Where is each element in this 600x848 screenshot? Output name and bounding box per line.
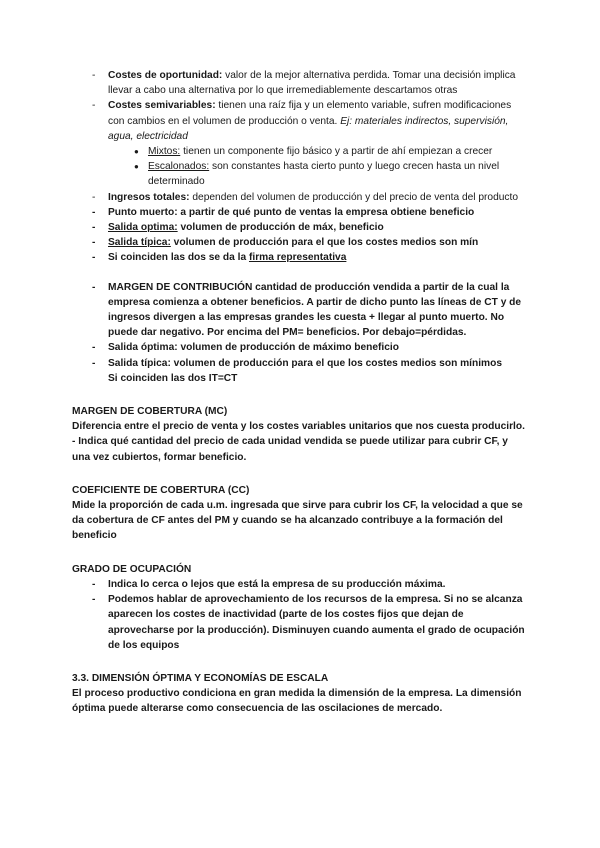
definition: dependen del volumen de producción y del precio de venta del producto: [189, 191, 519, 203]
paragraph: El proceso productivo condiciona en gran medida la dimensión de la empresa. La dimensión óptima puede alterarse como consecuencia de las oscilaciones de mercado.: [72, 688, 522, 715]
definition: Podemos hablar de aprovechamiento de los recursos de la empresa. Si no se alcanza aparecen los costes de inactividad (parte de los costes fijos que dejan de aprovecharse por la producción). Disminuyen cuando aumenta el grado de ocupación de los equipos: [108, 594, 525, 651]
section-title: COEFICIENTE DE COBERTURA (CC): [72, 484, 250, 496]
definition: valor de la mejor alternativa perdida. Tomar una decisión implica llevar a cabo una alternativa por lo que irremediablemente descartamos otras: [108, 70, 516, 97]
document-page: [0, 68, 600, 717]
list-item: [108, 235, 600, 250]
semivariable-sublist: [108, 144, 528, 190]
definition: Punto muerto: a partir de qué punto de ventas la empresa obtiene beneficio: [108, 206, 475, 218]
list-item: [108, 250, 600, 265]
term: Costes semivariables:: [108, 100, 216, 112]
definition: volumen de producción de máx, beneficio: [177, 222, 384, 234]
list-item: [108, 340, 600, 355]
sublist-item: [148, 144, 528, 159]
list-item: [108, 220, 600, 235]
list-item: [108, 205, 600, 220]
list-continuation: Si coinciden las dos IT=CT: [108, 372, 238, 384]
term: Escalonados:: [148, 161, 210, 173]
definition: Salida óptima: volumen de producción de máximo beneficio: [108, 342, 399, 354]
list-item: [108, 280, 600, 341]
contribution-margin-list: [0, 280, 600, 386]
cost-types-list: [0, 68, 600, 266]
list-item: [108, 190, 600, 205]
sublist-item: [148, 159, 528, 189]
list-item: [108, 356, 600, 386]
term: Ingresos totales:: [108, 191, 190, 203]
paragraph: - Indica qué cantidad del precio de cada unidad vendida se puede utilizar para cubrir CF, y una vez cubiertos, formar beneficio.: [72, 436, 508, 463]
definition: Si coinciden las dos se da la: [108, 252, 249, 264]
list-item: [108, 68, 600, 98]
definition: tienen un componente fijo básico y a partir de ahí empiezan a crecer: [180, 146, 493, 158]
example: Ej: materiales indirectos, supervisión, agua, electricidad: [108, 115, 509, 142]
definition: tienen una raíz fija y un elemento variable, sufren modificaciones con cambios en el volumen de producción o venta.: [108, 100, 512, 127]
section-title: MARGEN DE COBERTURA (MC): [72, 406, 228, 418]
list-item: [108, 592, 600, 653]
definition: volumen de producción para el que los costes medios son mín: [170, 237, 479, 249]
definition: MARGEN DE CONTRIBUCIÓN cantidad de producción vendida a partir de la cual la empresa comienza a obtener beneficios. A partir de dicho punto las líneas de CT y de ingresos divergen a las empresas grandes les cuesta + llegar al punto muerto. No puede dar negativo. Por encima del PM= beneficios. Por debajo=pérdidas.: [108, 281, 522, 339]
section-title: GRADO DE OCUPACIÓN: [72, 563, 192, 575]
paragraph: Diferencia entre el precio de venta y los costes variables unitarios que nos cuesta producirlo.: [72, 421, 525, 433]
term: Salida optima:: [108, 222, 178, 234]
definition: Indica lo cerca o lejos que está la empresa de su producción máxima.: [108, 578, 446, 590]
section-title: 3.3. DIMENSIÓN ÓPTIMA Y ECONOMÍAS DE ESCALA: [72, 672, 329, 684]
paragraph: Mide la proporción de cada u.m. ingresada que sirve para cubrir los CF, la velocidad a que se da cobertura de CF antes del PM y cuando se ha alcanzado contribuye a la formación del beneficio: [72, 500, 523, 542]
list-item: [108, 577, 600, 592]
definition: Salida típica: volumen de producción para el que los costes medios son mínimos: [108, 357, 503, 369]
list-item: [108, 98, 600, 189]
occupancy-list: [0, 577, 600, 653]
term: Salida típica:: [108, 237, 171, 249]
term: Costes de oportunidad:: [108, 70, 223, 81]
term: firma representativa: [248, 252, 347, 264]
term: Mixtos:: [148, 146, 181, 158]
definition: son constantes hasta cierto punto y luego crecen hasta un nivel determinado: [148, 161, 500, 188]
